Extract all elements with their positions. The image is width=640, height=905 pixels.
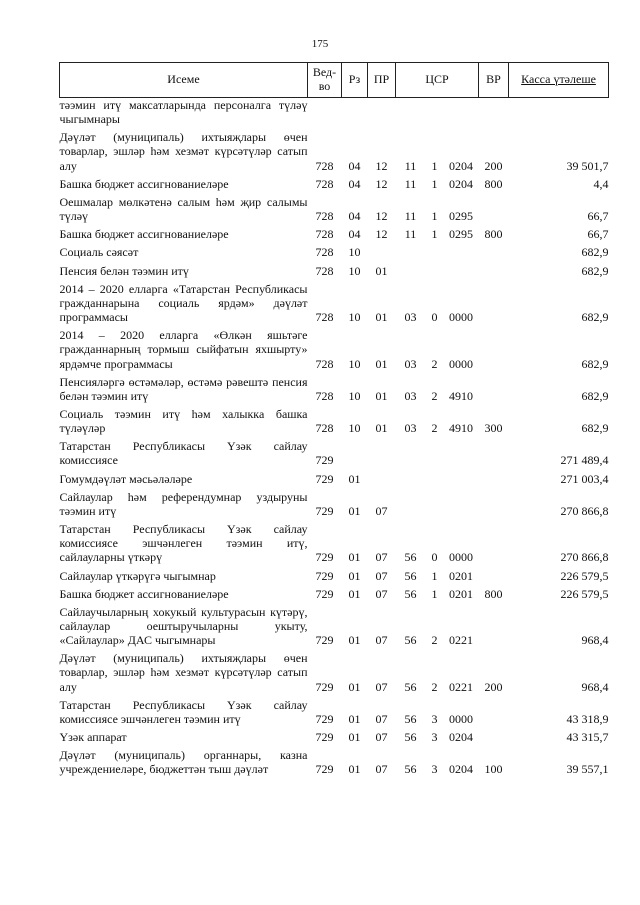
row-name: Социаль сәясәт xyxy=(59,245,139,260)
csr-direction-cell: 4910 xyxy=(449,388,473,403)
vr-cell: 200 xyxy=(484,679,503,694)
amount-cell: 66,7 xyxy=(587,209,609,224)
vr-cell: 200 xyxy=(484,158,503,173)
table-row xyxy=(60,694,609,726)
row-name: тәэмин итү максатларында персоналга түләү чыгымнары xyxy=(59,98,308,127)
ved-cell: 729 xyxy=(315,550,334,565)
csr-direction-cell xyxy=(444,435,479,467)
csr-program-cell: 03 xyxy=(404,356,417,371)
csr-direction-cell: 0295 xyxy=(449,209,473,224)
row-name: Башка бюджет ассигнованиеләре xyxy=(59,227,229,242)
csr-subprogram-cell: 3 xyxy=(431,730,438,745)
amount-cell: 66,7 xyxy=(587,227,609,242)
rz-cell: 01 xyxy=(348,503,361,518)
vr-cell: 800 xyxy=(484,227,503,242)
rz-cell: 10 xyxy=(348,421,361,436)
row-name: Пенсияләргә өстәмәләр, өстәмә рәвештә пенсия белән тәэмин итү xyxy=(59,374,308,403)
vr-cell xyxy=(479,241,509,259)
table-row xyxy=(60,260,609,278)
vr-cell xyxy=(479,565,509,583)
row-name: Дәүләт (муниципаль) ихтыяҗлары өчен товарлар, эшләр һәм хезмәт күрсәтүләр сатып алу xyxy=(59,651,308,694)
csr-direction-cell xyxy=(444,486,479,518)
table-row xyxy=(60,468,609,486)
csr-subprogram-cell: 3 xyxy=(431,762,438,777)
csr-program-cell: 56 xyxy=(404,711,417,726)
csr-direction-cell: 0204 xyxy=(449,730,473,745)
amount-cell: 226 579,5 xyxy=(560,568,609,583)
ved-cell: 728 xyxy=(315,310,334,325)
row-name: Социаль тәэмин итү һәм халыкка башка түләүләр xyxy=(59,406,308,436)
vr-cell xyxy=(479,191,509,223)
ved-cell: 728 xyxy=(315,263,334,278)
pr-cell: 07 xyxy=(375,503,388,518)
table-row xyxy=(60,98,609,127)
header-name: Исеме xyxy=(60,63,308,98)
csr-subprogram-cell: 2 xyxy=(431,421,438,436)
vr-cell xyxy=(479,260,509,278)
csr-direction-cell: 0000 xyxy=(449,310,473,325)
csr-program-cell xyxy=(396,435,426,467)
pr-cell: 07 xyxy=(375,762,388,777)
ved-cell: 729 xyxy=(315,586,334,601)
row-name: Гомумдәүләт мәсьәләләре xyxy=(59,471,193,486)
vr-cell: 800 xyxy=(484,586,503,601)
csr-direction-cell: 0295 xyxy=(449,227,473,242)
vr-cell xyxy=(479,278,509,324)
amount-cell: 682,9 xyxy=(581,263,609,278)
amount-cell: 682,9 xyxy=(581,356,609,371)
rz-cell: 10 xyxy=(348,388,361,403)
pr-cell: 12 xyxy=(375,176,388,191)
vr-cell xyxy=(479,371,509,403)
pr-cell xyxy=(368,435,396,467)
amount-cell: 271 489,4 xyxy=(560,453,609,468)
rz-cell: 10 xyxy=(348,263,361,278)
csr-program-cell: 03 xyxy=(404,388,417,403)
csr-direction-cell xyxy=(444,241,479,259)
csr-program-cell: 11 xyxy=(404,176,417,191)
ved-cell: 729 xyxy=(315,730,334,745)
csr-subprogram-cell: 1 xyxy=(431,568,438,583)
pr-cell: 01 xyxy=(375,421,388,436)
csr-program-cell: 56 xyxy=(404,730,417,745)
table-row xyxy=(60,126,609,172)
csr-direction-cell: 0221 xyxy=(449,679,473,694)
ved-cell: 728 xyxy=(315,245,334,260)
row-name: Сайлаулар һәм референдумнар уздыруны тәэмин итү xyxy=(59,489,308,518)
rz-cell: 10 xyxy=(348,356,361,371)
rz-cell: 01 xyxy=(348,762,361,777)
pr-cell: 07 xyxy=(375,633,388,648)
row-name: 2014 – 2020 елларга «Татарстан Республикасы гражданнарына социаль ярдәм» дәүләт программасы xyxy=(59,281,308,325)
csr-subprogram-cell: 0 xyxy=(431,550,438,565)
header-kassa: Касса үтәлеше xyxy=(509,63,609,98)
rz-cell: 04 xyxy=(348,158,361,173)
csr-subprogram-cell: 0 xyxy=(431,310,438,325)
table-row xyxy=(60,191,609,223)
ved-cell: 729 xyxy=(315,679,334,694)
csr-subprogram-cell xyxy=(426,260,444,278)
header-rz: Рз xyxy=(342,63,368,98)
vr-cell xyxy=(479,486,509,518)
vr-cell xyxy=(479,694,509,726)
table-row xyxy=(60,278,609,324)
csr-direction-cell: 0201 xyxy=(449,568,473,583)
table-row xyxy=(60,173,609,191)
table-row xyxy=(60,486,609,518)
budget-execution-table xyxy=(59,62,609,777)
ved-cell: 728 xyxy=(315,158,334,173)
csr-program-cell xyxy=(396,486,426,518)
ved-cell: 729 xyxy=(315,503,334,518)
csr-subprogram-cell xyxy=(426,435,444,467)
page-number: 175 xyxy=(311,38,329,50)
csr-direction-cell: 4910 xyxy=(449,421,473,436)
csr-program-cell xyxy=(396,468,426,486)
pr-cell: 07 xyxy=(375,586,388,601)
pr-cell xyxy=(368,241,396,259)
table-body xyxy=(60,98,609,777)
amount-cell: 682,9 xyxy=(581,421,609,436)
ved-cell: 728 xyxy=(315,176,334,191)
pr-cell xyxy=(368,98,396,127)
ved-cell: 729 xyxy=(315,633,334,648)
amount-cell: 43 315,7 xyxy=(566,730,609,745)
row-name: Сайлаулар үткәрүгә чыгымнар xyxy=(59,568,216,583)
table-row xyxy=(60,518,609,564)
amount-cell: 968,4 xyxy=(581,679,609,694)
rz-cell: 01 xyxy=(348,471,361,486)
row-name: Дәүләт (муниципаль) ихтыяҗлары өчен товарлар, эшләр һәм хезмәт күрсәтүләр сатып алу xyxy=(59,130,308,173)
csr-program-cell: 56 xyxy=(404,586,417,601)
table-row xyxy=(60,435,609,467)
rz-cell: 04 xyxy=(348,176,361,191)
csr-direction-cell xyxy=(444,468,479,486)
csr-direction-cell: 0000 xyxy=(449,550,473,565)
vr-cell xyxy=(479,435,509,467)
row-name: Үзәк аппарат xyxy=(59,730,127,745)
csr-subprogram-cell: 1 xyxy=(431,176,438,191)
table-row xyxy=(60,601,609,647)
csr-direction-cell xyxy=(444,260,479,278)
amount-cell: 226 579,5 xyxy=(560,586,609,601)
table-row xyxy=(60,403,609,435)
vr-cell xyxy=(479,601,509,647)
csr-subprogram-cell: 1 xyxy=(431,158,438,173)
row-name: Башка бюджет ассигнованиеләре xyxy=(59,176,229,191)
csr-direction-cell: 0204 xyxy=(449,176,473,191)
csr-subprogram-cell: 2 xyxy=(431,679,438,694)
ved-cell: 728 xyxy=(315,227,334,242)
csr-direction-cell xyxy=(444,98,479,127)
rz-cell: 01 xyxy=(348,730,361,745)
csr-direction-cell: 0000 xyxy=(449,356,473,371)
table-row xyxy=(60,223,609,241)
ved-cell: 729 xyxy=(315,711,334,726)
rz-cell: 01 xyxy=(348,550,361,565)
amount-cell: 682,9 xyxy=(581,310,609,325)
csr-subprogram-cell xyxy=(426,486,444,518)
csr-direction-cell: 0201 xyxy=(449,586,473,601)
csr-direction-cell: 0204 xyxy=(449,158,473,173)
csr-program-cell xyxy=(396,98,426,127)
rz-cell: 10 xyxy=(348,310,361,325)
csr-subprogram-cell: 1 xyxy=(431,209,438,224)
rz-cell: 01 xyxy=(348,711,361,726)
table-row xyxy=(60,726,609,744)
vr-cell xyxy=(479,468,509,486)
pr-cell: 01 xyxy=(375,263,388,278)
table-row xyxy=(60,583,609,601)
pr-cell: 07 xyxy=(375,568,388,583)
row-name: 2014 – 2020 елларга «Өлкән яшьтәге гражданнарның тормыш сыйфатын яхшырту» ярдәмче программасы xyxy=(59,328,308,371)
table-header-row xyxy=(60,63,609,98)
csr-program-cell: 56 xyxy=(404,568,417,583)
vr-cell xyxy=(479,98,509,127)
rz-cell xyxy=(342,435,368,467)
row-name: Оешмалар мөлкәтенә салым һәм җир салымы түләү xyxy=(59,194,308,224)
ved-cell: 728 xyxy=(315,209,334,224)
header-pr: ПР xyxy=(368,63,396,98)
amount-cell: 271 003,4 xyxy=(560,471,609,486)
ved-cell: 729 xyxy=(315,762,334,777)
table-row xyxy=(60,324,609,370)
rz-cell: 01 xyxy=(348,586,361,601)
amount-cell: 682,9 xyxy=(581,245,609,260)
pr-cell xyxy=(368,468,396,486)
csr-subprogram-cell: 1 xyxy=(431,586,438,601)
pr-cell: 07 xyxy=(375,730,388,745)
csr-program-cell: 56 xyxy=(404,762,417,777)
pr-cell: 12 xyxy=(375,209,388,224)
csr-subprogram-cell xyxy=(426,468,444,486)
csr-direction-cell: 0204 xyxy=(449,762,473,777)
vr-cell xyxy=(479,324,509,370)
pr-cell: 07 xyxy=(375,711,388,726)
csr-program-cell: 11 xyxy=(404,209,417,224)
csr-direction-cell: 0000 xyxy=(449,711,473,726)
table-row xyxy=(60,241,609,259)
rz-cell: 10 xyxy=(348,245,361,260)
ved-cell: 728 xyxy=(315,356,334,371)
ved-cell: 729 xyxy=(315,453,334,468)
vr-cell xyxy=(479,726,509,744)
csr-program-cell: 56 xyxy=(404,633,417,648)
csr-program-cell: 11 xyxy=(404,227,417,242)
rz-cell: 04 xyxy=(348,227,361,242)
csr-subprogram-cell: 1 xyxy=(431,227,438,242)
csr-subprogram-cell: 3 xyxy=(431,711,438,726)
ved-cell: 729 xyxy=(315,568,334,583)
csr-subprogram-cell xyxy=(426,98,444,127)
rz-cell: 01 xyxy=(348,679,361,694)
rz-cell: 01 xyxy=(348,568,361,583)
csr-program-cell: 56 xyxy=(404,679,417,694)
row-name: Дәүләт (муниципаль) органнары, казна учреждениеләре, бюджеттән тыш дәүләт xyxy=(59,748,308,777)
vr-cell: 300 xyxy=(484,421,503,436)
pr-cell: 01 xyxy=(375,356,388,371)
row-name: Татарстан Республикасы Үзәк сайлау комиссиясе эшчәнлеген тәэмин итү, сайлауларны үткәрү xyxy=(59,522,308,565)
amount-cell: 682,9 xyxy=(581,388,609,403)
pr-cell: 01 xyxy=(375,388,388,403)
csr-program-cell: 03 xyxy=(404,310,417,325)
csr-subprogram-cell xyxy=(426,241,444,259)
ved-cell: 728 xyxy=(315,421,334,436)
row-name: Пенсия белән тәэмин итү xyxy=(59,263,189,278)
amount-cell: 968,4 xyxy=(581,633,609,648)
csr-program-cell: 03 xyxy=(404,421,417,436)
row-name: Татарстан Республикасы Үзәк сайлау комиссиясе xyxy=(59,439,308,468)
vr-cell xyxy=(479,518,509,564)
pr-cell: 07 xyxy=(375,550,388,565)
rz-cell xyxy=(342,98,368,127)
amount-cell: 270 866,8 xyxy=(560,550,609,565)
table-row xyxy=(60,565,609,583)
vr-cell: 800 xyxy=(484,176,503,191)
csr-program-cell: 11 xyxy=(404,158,417,173)
ved-cell: 729 xyxy=(315,471,334,486)
header-csr: ЦСР xyxy=(396,63,479,98)
csr-subprogram-cell: 2 xyxy=(431,633,438,648)
pr-cell: 07 xyxy=(375,679,388,694)
csr-program-cell: 56 xyxy=(404,550,417,565)
pr-cell: 12 xyxy=(375,158,388,173)
csr-subprogram-cell: 2 xyxy=(431,388,438,403)
amount-cell: 39 557,1 xyxy=(566,762,609,777)
csr-program-cell xyxy=(396,260,426,278)
ved-cell xyxy=(308,98,342,127)
vr-cell: 100 xyxy=(484,762,503,777)
amount-cell: 43 318,9 xyxy=(566,711,609,726)
table-row xyxy=(60,647,609,693)
ved-cell: 728 xyxy=(315,388,334,403)
amount-cell: 270 866,8 xyxy=(560,503,609,518)
header-vedomstvo: Вед-во xyxy=(308,63,342,98)
header-vr: ВР xyxy=(479,63,509,98)
csr-subprogram-cell: 2 xyxy=(431,356,438,371)
table-row xyxy=(60,371,609,403)
amount-cell: 4,4 xyxy=(593,176,609,191)
pr-cell: 12 xyxy=(375,227,388,242)
csr-direction-cell: 0221 xyxy=(449,633,473,648)
rz-cell: 04 xyxy=(348,209,361,224)
amount-cell xyxy=(509,98,609,127)
csr-program-cell xyxy=(396,241,426,259)
rz-cell: 01 xyxy=(348,633,361,648)
amount-cell: 39 501,7 xyxy=(566,158,609,173)
row-name: Татарстан Республикасы Үзәк сайлау комиссиясе эшчәнлеген тәэмин итү xyxy=(59,697,308,726)
pr-cell: 01 xyxy=(375,310,388,325)
table-row xyxy=(60,744,609,776)
row-name: Башка бюджет ассигнованиеләре xyxy=(59,586,229,601)
row-name: Сайлаучыларның хокукый культурасын күтәрү, сайлаулар оештыручыларны укыту, «Сайлаулар» ДАС чыгымнары xyxy=(59,604,308,648)
